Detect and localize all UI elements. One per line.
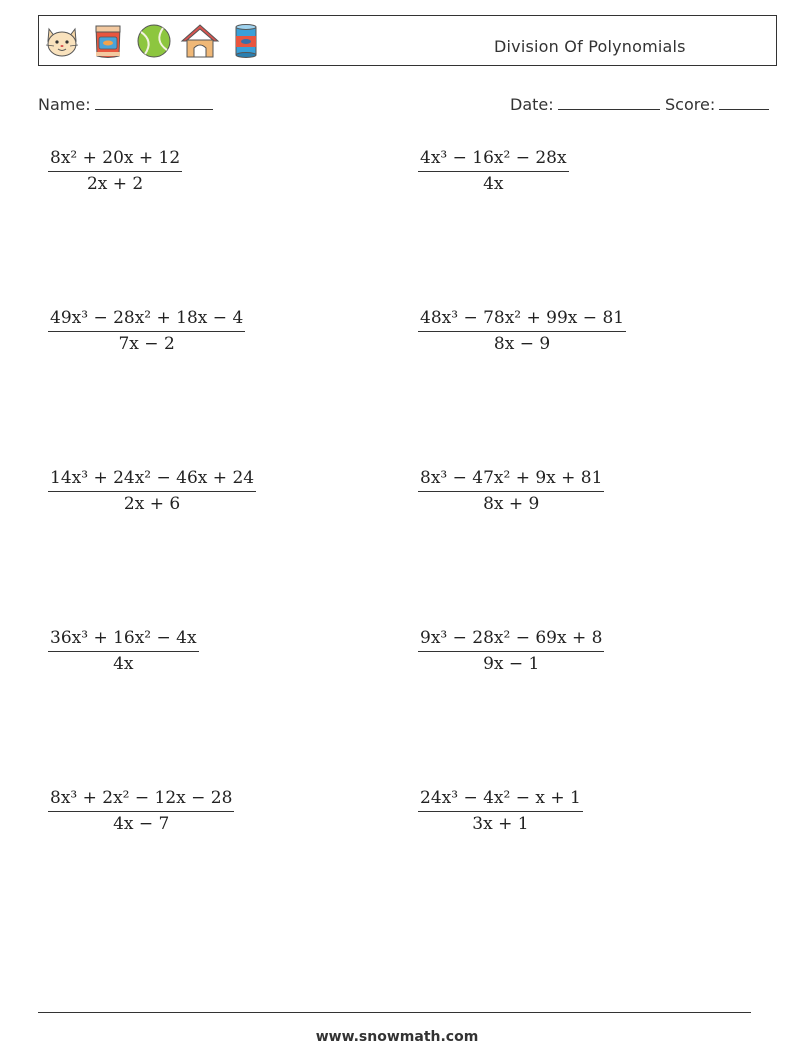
problem-1	[48, 148, 182, 194]
denominator: 2x + 2	[86, 174, 144, 194]
denominator: 3x + 1	[472, 814, 529, 834]
denominator: 2x + 6	[123, 494, 181, 514]
name-label: Name:	[38, 95, 91, 114]
score-label: Score:	[665, 95, 716, 114]
date-field	[510, 93, 660, 114]
problem-6	[418, 468, 604, 514]
fraction	[48, 628, 199, 674]
numerator: 48x³ − 78x² + 99x − 81	[420, 308, 625, 328]
denominator: 7x − 2	[118, 334, 175, 354]
numerator: 24x³ − 4x² − x + 1	[420, 788, 581, 808]
problem-5	[48, 468, 256, 514]
denominator: 9x − 1	[483, 654, 540, 674]
problem-4	[418, 308, 626, 354]
name-field	[38, 93, 213, 114]
fraction	[418, 788, 583, 834]
denominator: 4x	[483, 174, 504, 194]
name-blank[interactable]	[95, 93, 213, 110]
fraction	[48, 308, 245, 354]
footer-divider	[38, 1012, 751, 1013]
problem-8	[418, 628, 604, 674]
fraction	[48, 148, 182, 194]
numerator: 8x³ − 47x² + 9x + 81	[420, 468, 603, 488]
numerator: 9x³ − 28x² − 69x + 8	[420, 628, 603, 648]
denominator: 8x + 9	[483, 494, 540, 514]
header-icons	[42, 21, 266, 61]
worksheet-header	[38, 15, 777, 66]
fraction	[418, 308, 626, 354]
problem-7	[48, 628, 199, 674]
numerator: 8x³ + 2x² − 12x − 28	[50, 788, 233, 808]
fish-can-icon	[226, 21, 266, 61]
numerator: 8x² + 20x + 12	[50, 148, 181, 168]
score-blank[interactable]	[719, 93, 769, 110]
fraction	[48, 468, 256, 514]
numerator: 36x³ + 16x² − 4x	[50, 628, 197, 648]
dog-house-icon	[180, 21, 220, 61]
numerator: 49x³ − 28x² + 18x − 4	[50, 308, 244, 328]
worksheet-title: Division Of Polynomials	[494, 37, 686, 56]
cat-icon	[42, 21, 82, 61]
denominator: 4x − 7	[113, 814, 170, 834]
footer-website: www.snowmath.com	[315, 1029, 479, 1045]
denominator: 8x − 9	[493, 334, 551, 354]
problem-3	[48, 308, 245, 354]
problem-10	[418, 788, 583, 834]
tennis-ball-icon	[134, 21, 174, 61]
denominator: 4x	[113, 654, 134, 674]
fraction	[418, 628, 604, 674]
date-blank[interactable]	[558, 93, 660, 110]
fraction	[418, 468, 604, 514]
fraction	[48, 788, 234, 834]
numerator: 4x³ − 16x² − 28x	[420, 148, 567, 168]
problem-2	[418, 148, 569, 194]
numerator: 14x³ + 24x² − 46x + 24	[50, 468, 255, 488]
fraction	[418, 148, 569, 194]
problem-9	[48, 788, 234, 834]
date-label: Date:	[510, 95, 554, 114]
score-field	[665, 93, 769, 114]
cat-food-bag-icon	[88, 21, 128, 61]
